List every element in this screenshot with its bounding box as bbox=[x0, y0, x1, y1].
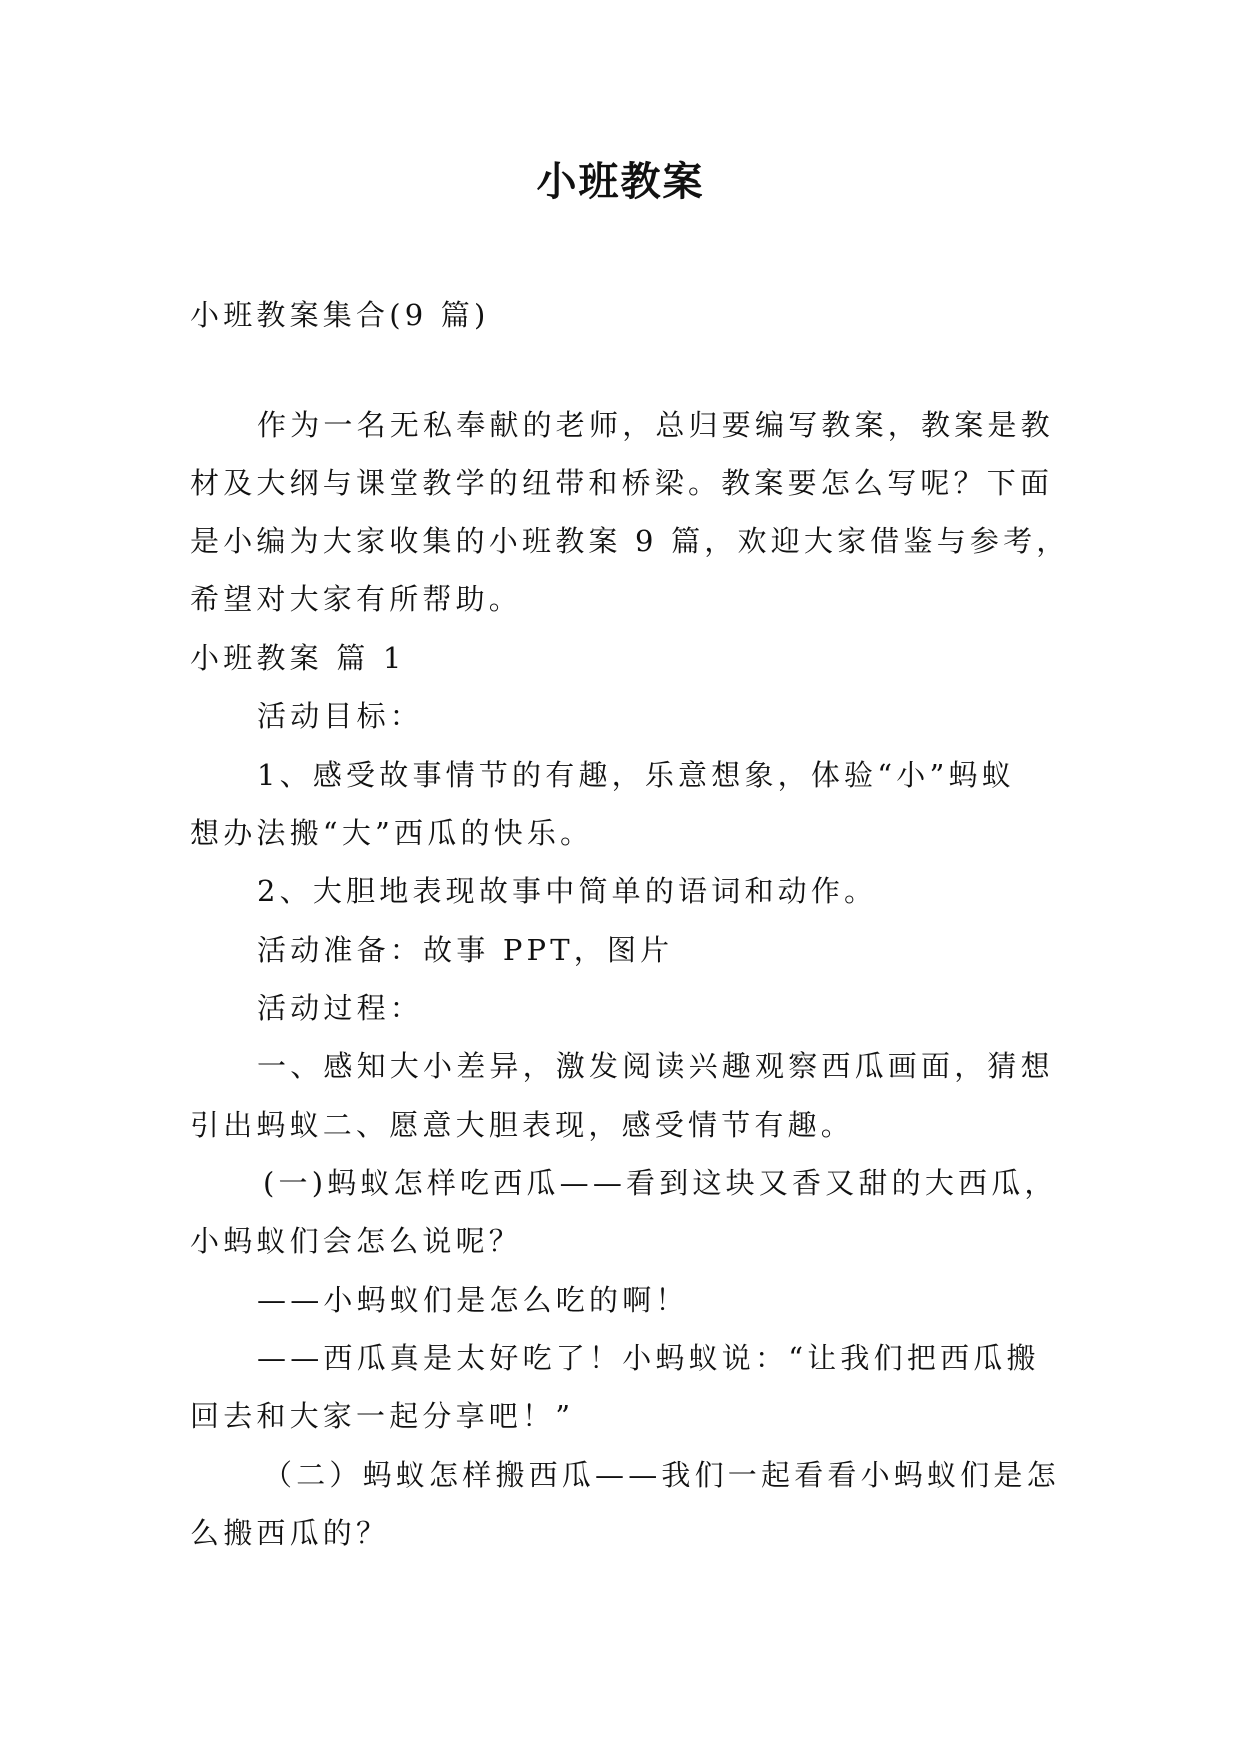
paragraph-line: 希望对大家有所帮助。 bbox=[190, 582, 523, 616]
paragraph-line: 引出蚂蚁二、愿意大胆表现，感受情节有趣。 bbox=[190, 1108, 855, 1142]
section-heading: 小班教案 篇 1 bbox=[190, 641, 406, 675]
paragraph-line: 1、感受故事情节的有趣，乐意想象，体验“小”蚂蚁 bbox=[257, 758, 1015, 792]
paragraph-line: 小蚂蚁们会怎么说呢？ bbox=[190, 1224, 523, 1258]
paragraph-line: 么搬西瓜的？ bbox=[190, 1516, 390, 1550]
paragraph-line: ——西瓜真是太好吃了！小蚂蚁说：“让我们把西瓜搬 bbox=[257, 1341, 1040, 1375]
paragraph-line: （二）蚂蚁怎样搬西瓜——我们一起看看小蚂蚁们是怎 bbox=[263, 1458, 1060, 1492]
paragraph-line: 活动准备：故事 PPT，图片 bbox=[257, 933, 674, 967]
paragraph-line: 一、感知大小差异，激发阅读兴趣观察西瓜画面，猜想 bbox=[257, 1049, 1054, 1083]
document-title: 小班教案 bbox=[536, 159, 705, 205]
paragraph-line: (一)蚂蚁怎样吃西瓜——看到这块又香又甜的大西瓜， bbox=[263, 1166, 1058, 1200]
document-subtitle: 小班教案集合(9 篇) bbox=[190, 298, 490, 332]
paragraph-line: 材及大纲与课堂教学的纽带和桥梁。教案要怎么写呢？下面 bbox=[190, 466, 1054, 500]
paragraph-line: 回去和大家一起分享吧！” bbox=[190, 1399, 575, 1433]
paragraph-line: 是小编为大家收集的小班教案 9 篇，欢迎大家借鉴与参考， bbox=[190, 524, 1070, 558]
paragraph-line: 活动过程： bbox=[257, 991, 424, 1025]
paragraph-line: 想办法搬“大”西瓜的快乐。 bbox=[190, 816, 594, 850]
paragraph-line: 作为一名无私奉献的老师，总归要编写教案，教案是教 bbox=[257, 408, 1054, 442]
paragraph-line: 活动目标： bbox=[257, 699, 424, 733]
paragraph-line: ——小蚂蚁们是怎么吃的啊！ bbox=[257, 1283, 689, 1317]
paragraph-line: 2、大胆地表现故事中简单的语词和动作。 bbox=[257, 874, 878, 908]
